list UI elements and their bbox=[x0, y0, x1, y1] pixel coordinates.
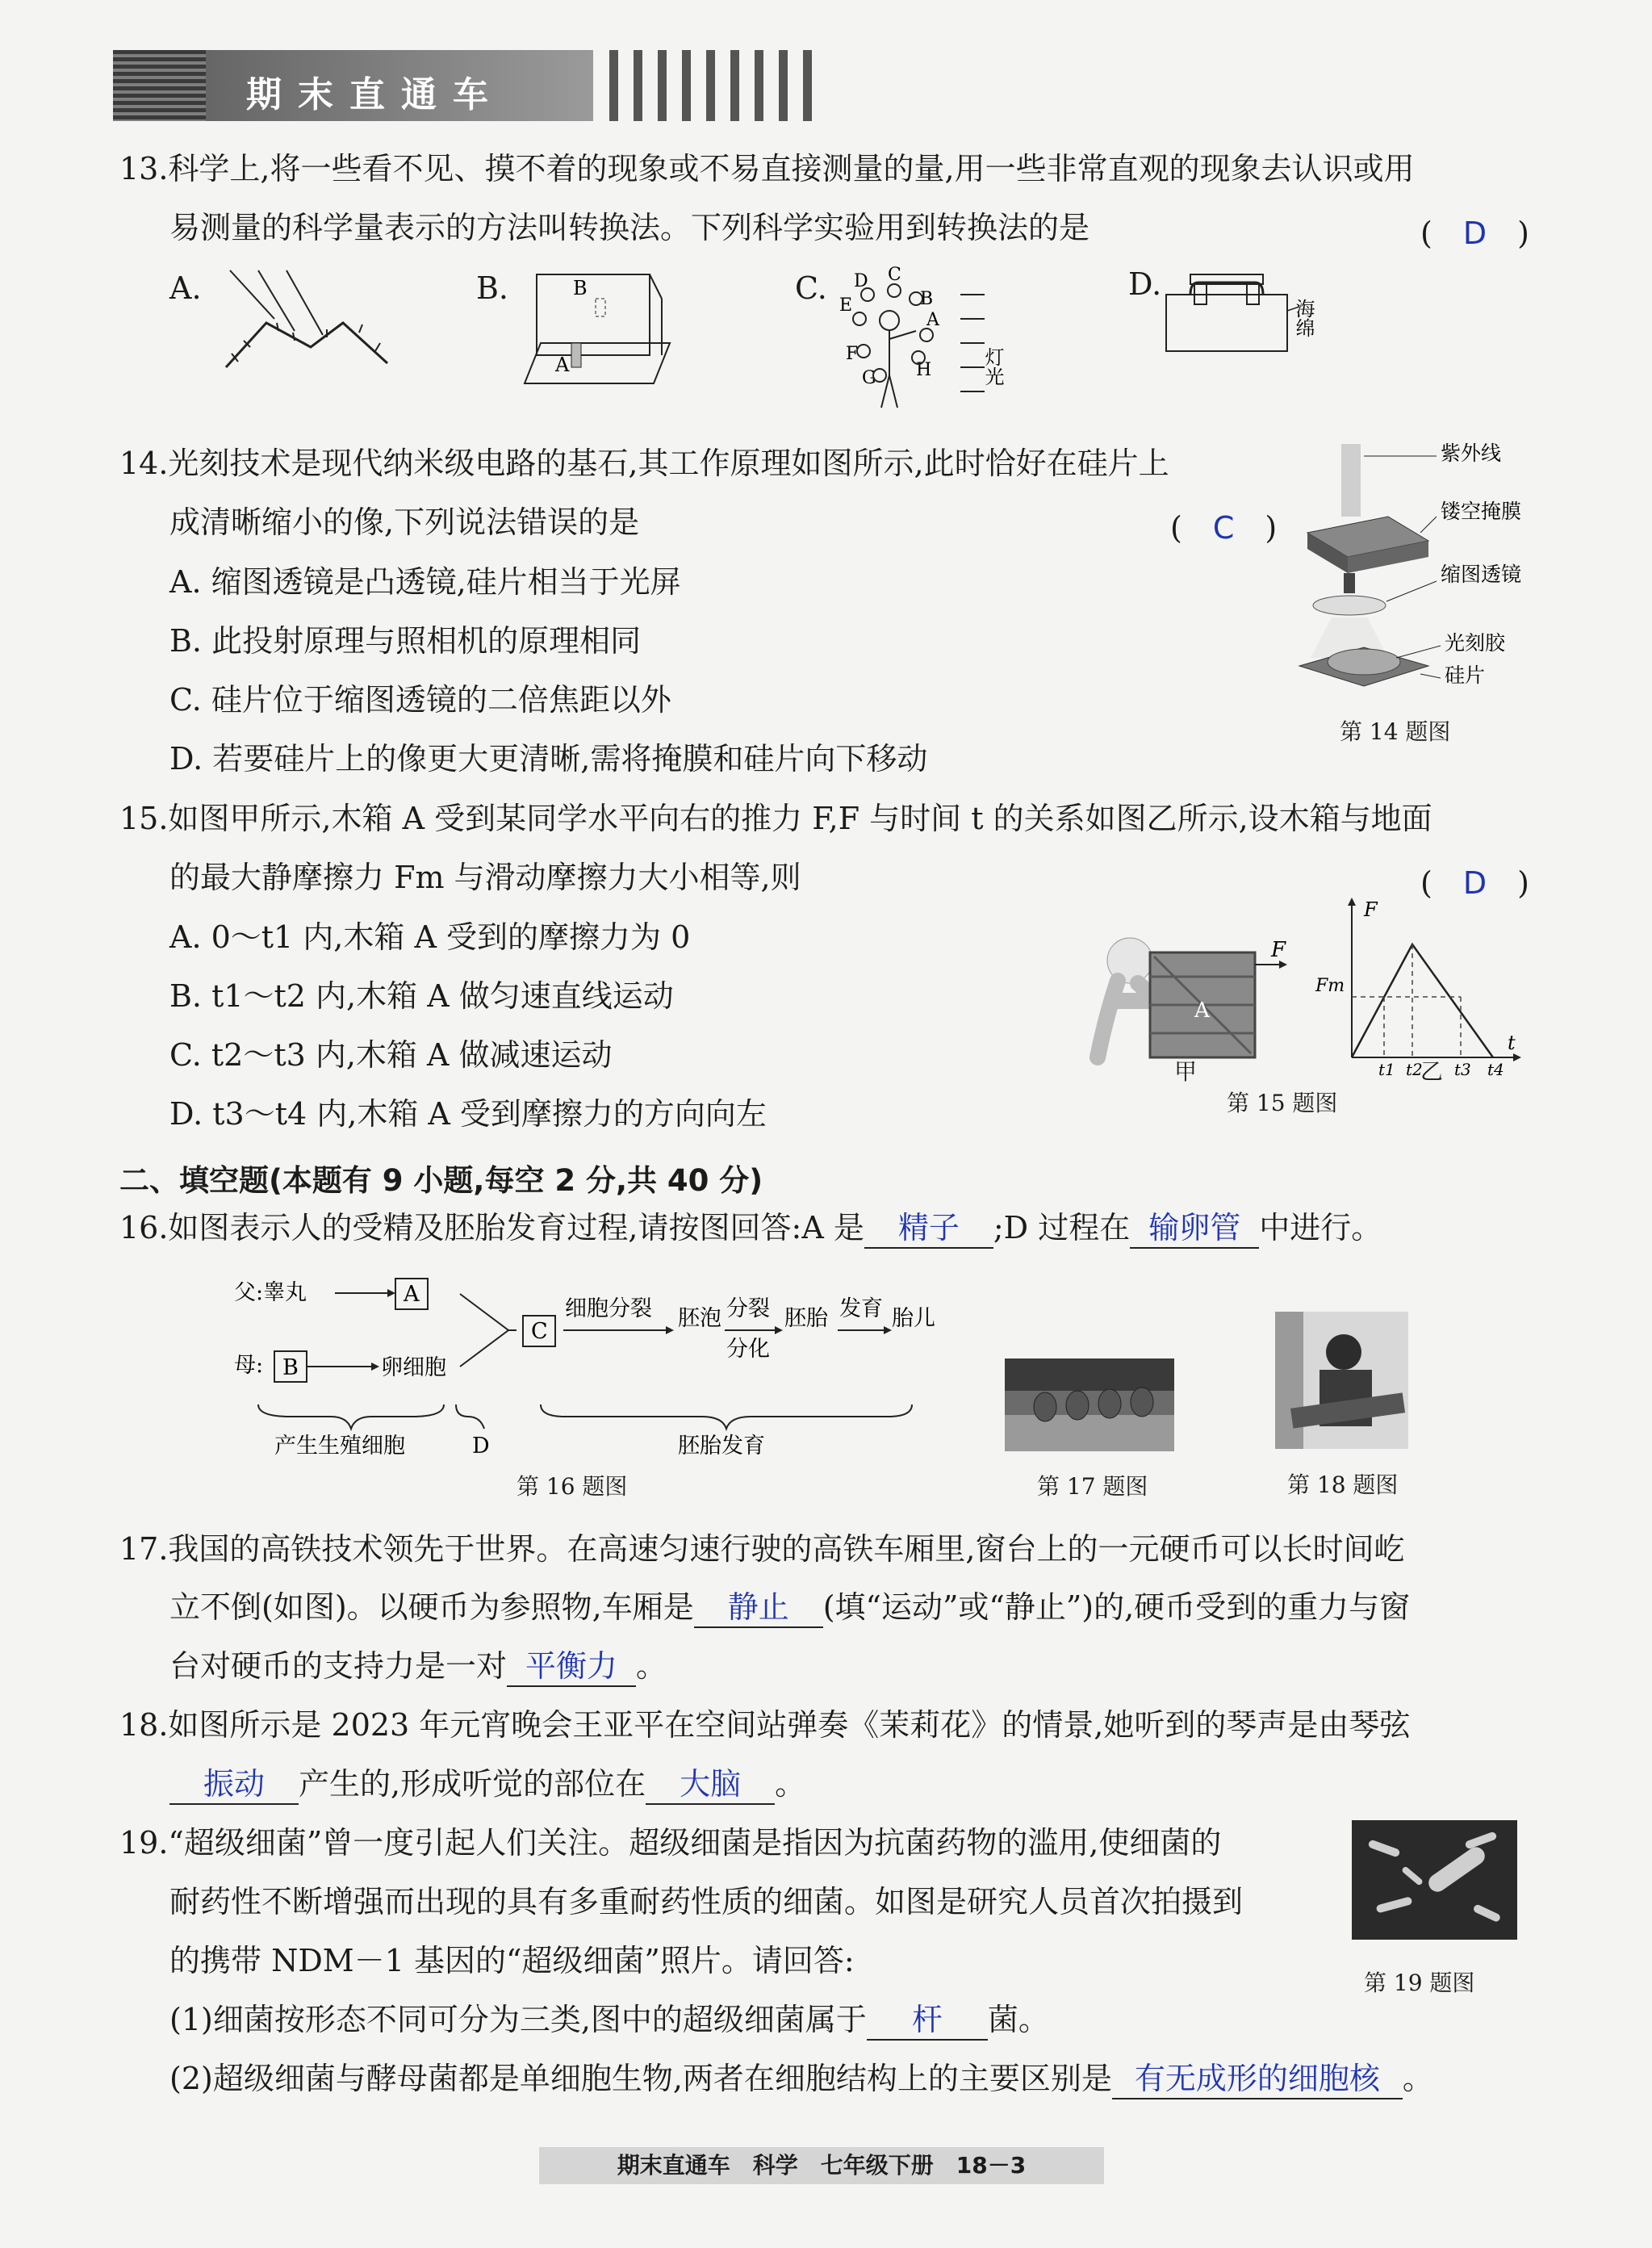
q16-fertilization-diagram bbox=[226, 1267, 936, 1457]
q18-line1: 18.如图所示是 2023 年元宵晚会王亚平在空间站弹奏《茉莉花》的情景,她听到的琴声是由琴弦 bbox=[119, 1707, 1411, 1743]
q18-caption: 第 18 题图 bbox=[1287, 1471, 1399, 1498]
q13-figD-sponge-label: 海绵 bbox=[1292, 299, 1315, 337]
q17-line3-suffix: 。 bbox=[636, 1648, 667, 1684]
q19-ans2: 有无成形的细胞核 bbox=[1134, 2061, 1380, 2096]
q15-tick-t4: t4 bbox=[1487, 1060, 1504, 1079]
q16-mother: 母: bbox=[234, 1353, 264, 1378]
q19-sub1 bbox=[169, 2000, 1049, 2041]
q15-box-label: A bbox=[1194, 998, 1210, 1023]
q18-line2 bbox=[169, 1764, 805, 1805]
q18-ans2: 大脑 bbox=[680, 1766, 742, 1802]
q14-optC: C. 硅片位于缩图透镜的二倍焦距以外 bbox=[169, 682, 671, 718]
q13-figC-F: F bbox=[846, 344, 859, 364]
q15-jia: 甲 bbox=[1174, 1058, 1198, 1085]
q16-suffix: 中进行。 bbox=[1259, 1210, 1382, 1245]
q13-figC-D: D bbox=[854, 271, 868, 291]
q13-optD-label: D. bbox=[1128, 266, 1162, 302]
q16-differentiate: 分化 bbox=[726, 1337, 770, 1362]
q14-optA: A. 缩图透镜是凸透镜,硅片相当于光屏 bbox=[169, 564, 681, 600]
q16-embryo: 胚胎 bbox=[784, 1306, 828, 1331]
q19-ans1: 杆 bbox=[911, 2002, 943, 2037]
q19-blank2 bbox=[1112, 2059, 1403, 2099]
q13-figC-H: H bbox=[916, 360, 932, 380]
q18-middle: 产生的,形成听觉的部位在 bbox=[299, 1766, 646, 1802]
q17-line3 bbox=[169, 1647, 667, 1687]
q14-label-uv: 紫外线 bbox=[1441, 442, 1502, 465]
q14-lithography-figure bbox=[1291, 444, 1533, 694]
q15-tick-t3: t3 bbox=[1454, 1060, 1471, 1079]
q17-train-coins-photo bbox=[1005, 1358, 1174, 1451]
q17-line3-prefix: 台对硬币的支持力是一对 bbox=[169, 1648, 508, 1684]
q13-figC-E: E bbox=[839, 295, 853, 316]
q14-caption: 第 14 题图 bbox=[1340, 718, 1451, 745]
q15-line2: 的最大静摩擦力 Fm 与滑动摩擦力大小相等,则 bbox=[169, 860, 801, 895]
q17-line2-suffix: (填“运动”或“静止”)的,硬币受到的重力与窗 bbox=[822, 1589, 1411, 1625]
q15-optD: D. t3～t4 内,木箱 A 受到摩擦力的方向向左 bbox=[169, 1096, 767, 1132]
q15-optA: A. 0～t1 内,木箱 A 受到的摩擦力为 0 bbox=[169, 919, 691, 955]
q19-blank1 bbox=[867, 2000, 988, 2041]
q17-blank1 bbox=[694, 1588, 823, 1628]
q18-guzheng-photo bbox=[1275, 1312, 1408, 1449]
q13-line1: 13.科学上,将一些看不见、摸不着的现象或不易直接测量的量,用一些非常直观的现象去认识或用 bbox=[119, 151, 1415, 186]
q16-boxA: A bbox=[404, 1282, 420, 1307]
q14-optD: D. 若要硅片上的像更大更清晰,需将掩膜和硅片向下移动 bbox=[169, 741, 928, 777]
q15-tick-t1: t1 bbox=[1378, 1060, 1395, 1079]
q14-label-resist: 光刻胶 bbox=[1445, 631, 1506, 655]
q16-middle: ;D 过程在 bbox=[993, 1210, 1131, 1245]
q14-label-wafer: 硅片 bbox=[1445, 664, 1486, 687]
q17-line2-prefix: 立不倒(如图)。以硬币为参照物,车厢是 bbox=[169, 1589, 694, 1625]
q17-blank2 bbox=[507, 1647, 636, 1687]
q13-figB-plane-mirror bbox=[508, 266, 670, 387]
q16-produce: 产生生殖细胞 bbox=[274, 1434, 405, 1459]
q14-line1: 14.光刻技术是现代纳米级电路的基石,其工作原理如图所示,此时恰好在硅片上 bbox=[119, 446, 1169, 481]
footer: 期末直通车 科学 七年级下册 18－3 bbox=[539, 2147, 1104, 2184]
q19-line2: 耐药性不断增强而出现的具有多重耐药性质的细菌。如图是研究人员首次拍摄到 bbox=[169, 1884, 1244, 1919]
q19-superbug-photo bbox=[1352, 1820, 1517, 1940]
q16-boxB: B bbox=[282, 1355, 299, 1380]
q16-father: 父:睾丸 bbox=[234, 1280, 307, 1305]
q13-figC-B: B bbox=[920, 289, 934, 309]
q16-blank2 bbox=[1130, 1208, 1259, 1249]
q15-axis-t: t bbox=[1508, 1032, 1516, 1054]
q17-ans1: 静止 bbox=[727, 1589, 789, 1625]
q19-caption: 第 19 题图 bbox=[1364, 1970, 1475, 1996]
q16-embryo-dev: 胚胎发育 bbox=[678, 1434, 765, 1459]
header-title: 期末直通车 bbox=[206, 50, 593, 121]
q15-optB: B. t1～t2 内,木箱 A 做匀速直线运动 bbox=[169, 978, 674, 1014]
q19-sub2-prefix: (2)超级细菌与酵母菌都是单细胞生物,两者在细胞结构上的主要区别是 bbox=[169, 2061, 1112, 2096]
q15-answer: D bbox=[1462, 865, 1487, 901]
q13-line2: 易测量的科学量表示的方法叫转换法。下列科学实验用到转换法的是 bbox=[169, 210, 1090, 245]
q14-answer: C bbox=[1212, 510, 1235, 546]
q14-label-lens: 缩图透镜 bbox=[1441, 563, 1522, 586]
section2-title: 二、填空题(本题有 9 小题,每空 2 分,共 40 分) bbox=[119, 1163, 763, 1198]
q13-figB-label-A: A bbox=[555, 354, 570, 376]
q16-blast-1: 胚泡 bbox=[678, 1306, 721, 1331]
q15-yi: 乙 bbox=[1420, 1058, 1444, 1085]
q14-optB: B. 此投射原理与照相机的原理相同 bbox=[169, 623, 642, 659]
q19-sub2-suffix: 。 bbox=[1402, 2061, 1433, 2096]
q15-axis-F: F bbox=[1364, 898, 1378, 921]
q15-answer-paren: ( D ) bbox=[1420, 865, 1529, 901]
q13-answer: D bbox=[1462, 216, 1487, 251]
q13-figC-G: G bbox=[862, 368, 876, 388]
q15-force-label: F bbox=[1271, 938, 1286, 962]
q13-figA-reflection bbox=[214, 266, 391, 375]
q13-figC-C: C bbox=[888, 265, 901, 285]
q18-blank1 bbox=[169, 1764, 299, 1805]
q19-line3: 的携带 NDM－1 基因的“超级细菌”照片。请回答: bbox=[169, 1943, 855, 1978]
q16-fetus: 胎儿 bbox=[892, 1306, 935, 1331]
q16-ans1: 精子 bbox=[897, 1210, 960, 1245]
q14-line2: 成清晰缩小的像,下列说法错误的是 bbox=[169, 504, 640, 540]
q19-sub1-suffix: 菌。 bbox=[987, 2002, 1049, 2037]
q16-cell-div: 细胞分裂 bbox=[565, 1296, 652, 1321]
q13-optC-label: C. bbox=[795, 270, 827, 306]
q15-tick-t2: t2 bbox=[1406, 1060, 1423, 1079]
q15-caption: 第 15 题图 bbox=[1227, 1090, 1338, 1116]
q16-blank1 bbox=[864, 1208, 993, 1249]
q16-develop: 发育 bbox=[839, 1296, 883, 1321]
q13-figC-light-label: 灯光 bbox=[981, 347, 1004, 386]
q19-sub2 bbox=[169, 2059, 1433, 2099]
q17-ans2: 平衡力 bbox=[525, 1648, 618, 1684]
q13-optA-label: A. bbox=[169, 270, 202, 306]
q16-stem bbox=[119, 1208, 1382, 1249]
q17-line2 bbox=[169, 1588, 1410, 1628]
q15-line1: 15.如图甲所示,木箱 A 受到某同学水平向右的推力 F,F 与时间 t 的关系如图乙所示,设木箱与地面 bbox=[119, 801, 1432, 836]
q13-figC-sun-planet bbox=[839, 262, 1025, 416]
q19-sub1-prefix: (1)细菌按形态不同可分为三类,图中的超级细菌属于 bbox=[169, 2002, 867, 2037]
q16-split: 分裂 bbox=[726, 1296, 770, 1321]
q15-optC: C. t2～t3 内,木箱 A 做减速运动 bbox=[169, 1037, 613, 1073]
q16-prefix: 16.如图表示人的受精及胚胎发育过程,请按图回答:A 是 bbox=[119, 1210, 864, 1245]
q13-figC-A: A bbox=[926, 310, 939, 330]
q16-D: D bbox=[472, 1434, 490, 1459]
header-stripes bbox=[609, 50, 827, 121]
q14-answer-paren: ( C ) bbox=[1170, 510, 1278, 546]
q16-egg: 卵细胞 bbox=[381, 1355, 446, 1380]
q13-figB-label-B: B bbox=[573, 277, 588, 299]
q17-caption: 第 17 题图 bbox=[1037, 1473, 1148, 1500]
q15-axis-Fm: Fm bbox=[1315, 976, 1345, 996]
q18-ans1: 振动 bbox=[203, 1766, 265, 1802]
q18-suffix: 。 bbox=[775, 1766, 806, 1802]
q16-ans2: 输卵管 bbox=[1148, 1210, 1241, 1245]
q18-blank2 bbox=[646, 1764, 775, 1805]
q17-line1: 17.我国的高铁技术领先于世界。在高速匀速行驶的高铁车厢里,窗台上的一元硬币可以长时间屹 bbox=[119, 1531, 1405, 1567]
q13-figD-sponge bbox=[1162, 262, 1340, 355]
q16-caption: 第 16 题图 bbox=[517, 1473, 628, 1500]
q13-answer-paren: ( D ) bbox=[1420, 216, 1529, 251]
q16-boxC: C bbox=[531, 1319, 548, 1344]
q14-label-mask: 镂空掩膜 bbox=[1441, 500, 1522, 523]
q19-line1: 19.“超级细菌”曾一度引起人们关注。超级细菌是指因为抗菌药物的滥用,使细菌的 bbox=[119, 1825, 1222, 1861]
q13-optB-label: B. bbox=[476, 270, 509, 306]
